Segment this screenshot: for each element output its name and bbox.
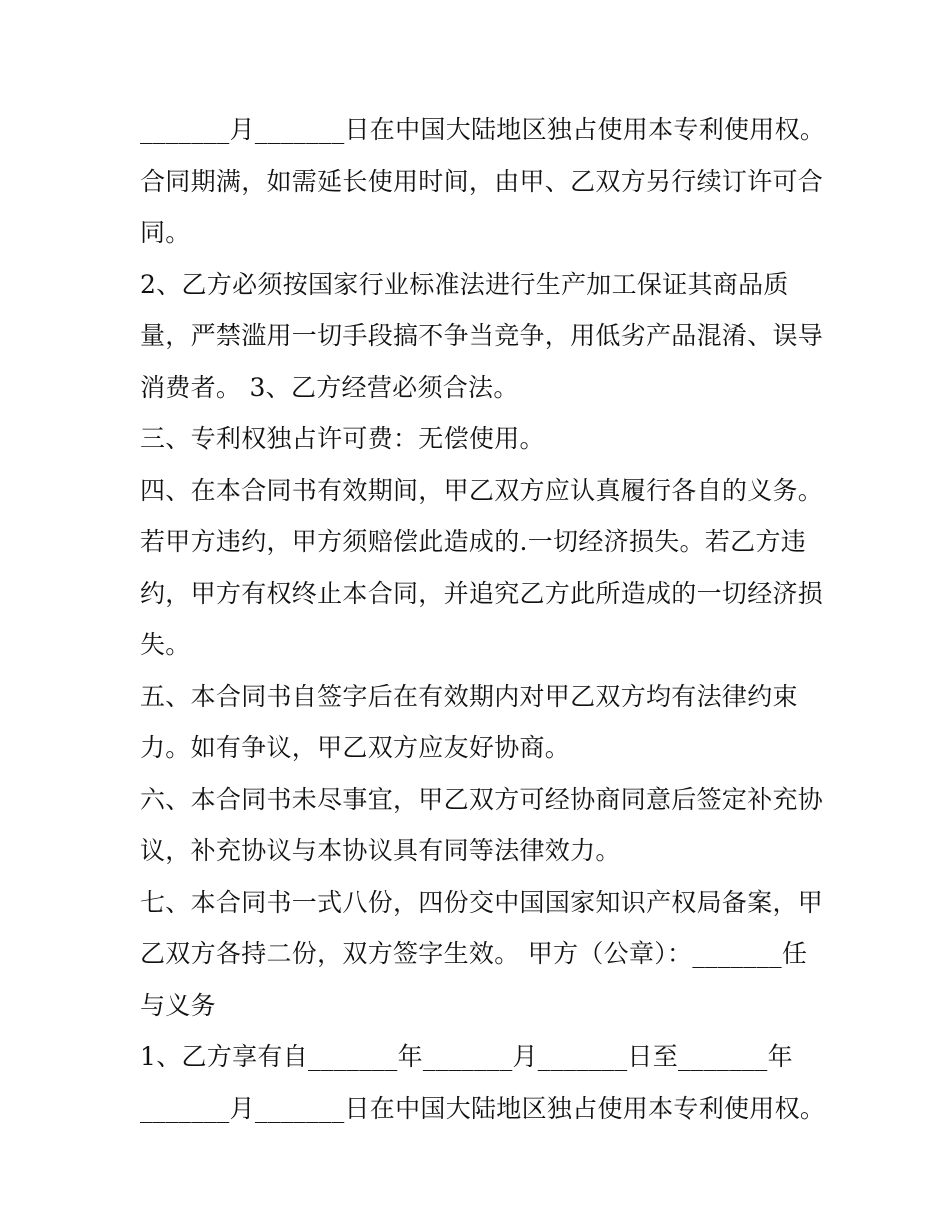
text-line: 同。 bbox=[140, 218, 191, 247]
text-line: 六、本合同书未尽事宜，甲乙双方可经协商同意后签定补充协 bbox=[140, 784, 824, 814]
text-line: _______月_______日在中国大陆地区独占使用本专利使用权。 bbox=[140, 115, 826, 144]
text-line: 乙双方各持二份，双方签字生效。 甲方（公章）：_______任 bbox=[140, 939, 808, 968]
text-line: 约，甲方有权终止本合同，并追究乙方此所造成的一切经济损 bbox=[140, 578, 824, 608]
contract-body bbox=[140, 104, 826, 1134]
text-line: 失。 bbox=[140, 630, 191, 659]
text-line: 2、乙方必须按国家行业标准法进行生产加工保证其商品质 bbox=[140, 269, 789, 299]
text-line: 四、在本合同书有效期间，甲乙双方应认真履行各自的义务。 bbox=[140, 475, 824, 505]
text-line: 若甲方违约，甲方须赔偿此造成的.一切经济损失。若乙方违 bbox=[140, 527, 807, 556]
text-line: _______月_______日在中国大陆地区独占使用本专利使用权。 bbox=[140, 1093, 826, 1123]
text-line: 消费者。 3、乙方经营必须合法。 bbox=[140, 372, 519, 402]
text-line: 1、乙方享有自_______年_______月_______日至_______年 bbox=[140, 1042, 793, 1071]
text-line: 合同期满，如需延长使用时间，由甲、乙双方另行续订许可合 bbox=[140, 166, 824, 196]
text-line: 五、本合同书自签字后在有效期内对甲乙双方均有法律约束 bbox=[140, 681, 798, 711]
text-line: 力。如有争议，甲乙双方应友好协商。 bbox=[140, 733, 571, 762]
text-line: 七、本合同书一式八份，四份交中国国家知识产权局备案，甲 bbox=[140, 887, 824, 917]
text-line: 三、专利权独占许可费：无偿使用。 bbox=[140, 424, 545, 453]
text-line: 议，补充协议与本协议具有同等法律效力。 bbox=[140, 836, 621, 865]
text-line: 与义务 bbox=[140, 990, 216, 1020]
text-line: 量，严禁滥用一切手段搞不争当竞争，用低劣产品混淆、误导 bbox=[140, 321, 824, 350]
